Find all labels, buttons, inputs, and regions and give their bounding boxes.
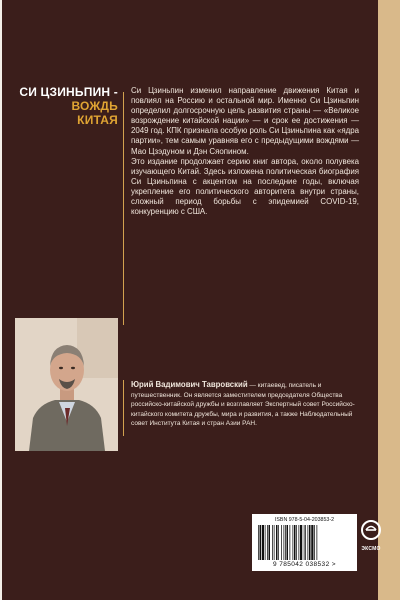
barcode-bar	[284, 525, 285, 560]
publisher-logo	[361, 520, 381, 552]
author-photo	[15, 318, 118, 451]
description-divider	[123, 92, 124, 325]
barcode-bar	[267, 525, 268, 560]
barcode-bar	[265, 525, 266, 560]
author-bio	[131, 380, 359, 429]
title-line-2: ВОЖДЬ	[71, 99, 118, 113]
barcode-bar	[305, 525, 306, 560]
description-paragraph-2: Это издание продолжает серию книг автора, около полувека изучающего Китай. Здесь изложена политическая биография Си Цзиньпина с акцентом на последние годы, включая укрепление его политического авторитета внутри страны, сложный период борьбы с эпидемией COVID-19, конкуренцию с США.	[131, 156, 359, 217]
publisher-name: ЭКСМО	[361, 546, 381, 552]
barcode-bar	[260, 525, 262, 560]
barcode-bar	[304, 525, 305, 560]
barcode-bar	[317, 525, 318, 560]
barcode-bar	[272, 525, 273, 560]
barcode-digits: 9 785042 038532 >	[272, 561, 336, 568]
barcode-bar	[314, 525, 315, 560]
barcode-bar	[299, 525, 300, 560]
eksmo-logo-icon	[361, 520, 381, 540]
barcode-bar	[281, 525, 282, 560]
barcode-bar	[287, 525, 289, 560]
barcode-bar	[309, 525, 311, 560]
barcode-bar	[293, 525, 294, 560]
barcode-bar	[258, 525, 259, 560]
description-paragraph-1: Си Цзиньпин изменил направление движения Китая и повлиял на Россию и остальной мир. Именно Си Цзиньпин определил долгосрочную цель развития страны — «Великое возрождение китайской нации» — и срок ее достижения — 2049 год. КПК признала особую роль Си Цзиньпина как «ядра партии», тем самым уравняв его с предыдущими вождями — Мао Цзэдуном и Дэн Сяопином.	[131, 86, 359, 156]
title-line-3: КИТАЯ	[77, 113, 118, 127]
author-bio-text: — китаевед, писатель и путешественник. Он является заместителем председателя Общества российско-китайской дружбы и возглавляет Экспертный совет Российско-китайского комитета дружбы, мира и развития, а также Наблюдательный совет Института Китая и стран Азии РАН.	[131, 382, 355, 428]
author-divider	[123, 380, 124, 436]
barcode-bar	[262, 525, 264, 560]
barcode-bar	[308, 525, 309, 560]
author-name: Юрий Вадимович Тавровский	[131, 380, 248, 389]
barcode	[252, 514, 357, 571]
barcode-bar	[296, 525, 297, 560]
barcode-bar	[276, 525, 278, 560]
book-description	[131, 86, 359, 217]
author-portrait-illustration	[15, 318, 118, 451]
title-line-1: СИ ЦЗИНЬПИН -	[19, 85, 118, 99]
barcode-bar	[269, 525, 271, 560]
barcode-bar	[285, 525, 286, 560]
isbn-label: ISBN 978-5-04-203853-2	[274, 517, 335, 523]
barcode-bars	[257, 525, 352, 560]
spine-strip	[378, 0, 400, 600]
barcode-bar	[278, 525, 279, 560]
barcode-bar	[290, 525, 291, 560]
book-title	[19, 85, 118, 127]
barcode-bar	[294, 525, 296, 560]
barcode-bar	[300, 525, 302, 560]
barcode-bar	[311, 525, 313, 560]
barcode-bar	[274, 525, 275, 560]
